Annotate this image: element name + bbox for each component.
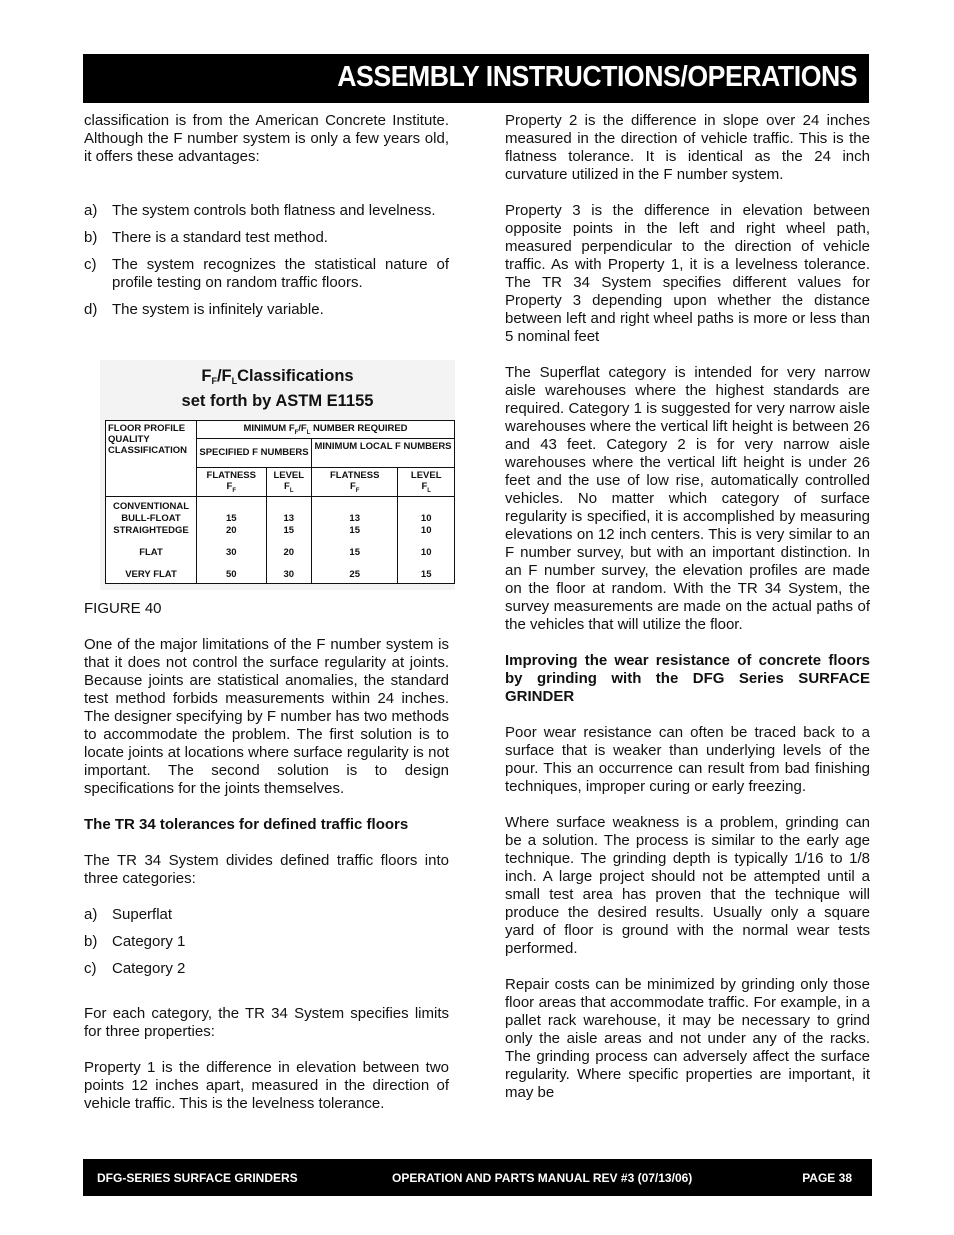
footer-page-number: PAGE 38	[802, 1171, 852, 1185]
table-col-specified-level: 13 15 20 30	[266, 496, 312, 583]
list-text: There is a standard test method.	[112, 229, 328, 246]
wear-heading: Improving the wear resistance of concrete floors by grinding with the DFG Series SURFACE GRINDER	[505, 652, 870, 705]
page-title: ASSEMBLY INSTRUCTIONS/OPERATIONS	[337, 61, 857, 93]
tr34-heading: The TR 34 tolerances for defined traffic floors	[84, 816, 409, 833]
table-header-minimum-local: MINIMUM LOCAL F NUMBERS	[312, 438, 455, 467]
list-label: d)	[84, 301, 98, 318]
list-text: Category 2	[112, 960, 186, 977]
intro-paragraph: classification is from the American Concrete Institute. Although the F number system is only a few years old, it offers these advantages:	[84, 112, 449, 165]
property3-paragraph: Property 3 is the difference in elevation between opposite points in the left and right wheel path, measured perpendicular to the direction of vehicle traffic. As with Property 1, it is a levelness tolerance. The TR 34 System specifies different values for Property 3 depending upon whether the distance between left and right wheel paths is more or less than 5 nominal feet	[505, 202, 870, 345]
property2-paragraph: Property 2 is the difference in slope over 24 inches measured in the direction of vehicle traffic. This is the flatness tolerance. It is identical as the 24 inch curvature utilized in the F number system.	[505, 112, 870, 183]
tr34-intro-paragraph: The TR 34 System divides defined traffic floors into three categories:	[84, 852, 449, 887]
list-text: The system recognizes the statistical nature of profile testing on random traffic floors.	[112, 256, 449, 291]
list-text: The system is infinitely variable.	[112, 301, 324, 318]
table-col-minimum-flatness: 13 15 15 25	[312, 496, 398, 583]
list-item	[84, 301, 449, 319]
figure-title: $F_F/F_LClassifications$ set forth by ASTM E1155	[181, 367, 374, 410]
categories-list	[84, 906, 449, 978]
list-label: a)	[84, 202, 98, 219]
table-header-flatness: FLATNESS $F_F$	[197, 467, 267, 496]
limits-paragraph: For each category, the TR 34 System specifies limits for three properties:	[84, 1005, 449, 1040]
table-header-level: LEVEL $F_L$	[266, 467, 312, 496]
list-text: The system controls both flatness and levelness.	[112, 202, 436, 219]
list-item	[84, 256, 449, 292]
poor-wear-paragraph: Poor wear resistance can often be traced back to a surface that is weaker than underlying levels of the pour. This an occurrence can result from bad finishing techniques, improper curing or early freezing.	[505, 724, 870, 795]
list-item	[84, 229, 449, 247]
list-label: b)	[84, 933, 98, 950]
list-label: c)	[84, 960, 97, 977]
superflat-paragraph: The Superflat category is intended for very narrow aisle warehouses where the highest standards are required. Category 1 is suggested for very narrow aisle warehouses where the vertical lift height is between 26 and 43 feet. Category 2 is for very narrow aisle warehouses where the vertical lift height is under 26 feet and the use of low rise, automatically controlled vehicles. No matter which category of surface regularity is specified, it is accomplished by measuring elevations on 12 inch centers. This is very similar to an F number survey, but with an important distinction. In an F number survey, the elevation profiles are made on the floor at random. With the TR 34 System, the survey measurements are made on the actual paths of the vehicles that will utilize the floor.	[505, 364, 870, 633]
list-item	[84, 202, 449, 220]
weakness-paragraph: Where surface weakness is a problem, grinding can be a solution. The process is similar to the early age technique. The grinding depth is typically 1/16 to 1/8 inch. A large project should not be attempted until a small test area has proven that the technique will produce the desired results. Usually only a square yard of floor is ground with the normal wear tests performed.	[505, 814, 870, 957]
left-column-lower	[84, 636, 449, 1113]
figure-caption: FIGURE 40	[84, 600, 162, 617]
right-column	[505, 112, 870, 1102]
table-row-labels: CONVENTIONAL BULL-FLOAT STRAIGHTEDGE FLAT VERY FLAT	[106, 496, 197, 583]
table-header-flatness: FLATNESS $F_F$	[312, 467, 398, 496]
repair-paragraph: Repair costs can be minimized by grinding only those floor areas that accommodate traffic. For example, in a pallet rack warehouse, it may be necessary to grind only the aisle areas and not under any of the racks. The grinding process can adversely affect the surface regularity. Where specific properties are important, it may be	[505, 976, 870, 1101]
figure-subtitle: set forth by ASTM E1155	[181, 392, 374, 410]
table-header-classification: FLOOR PROFILE QUALITY CLASSIFICATION	[106, 421, 197, 497]
list-item	[84, 933, 449, 951]
table-header-min-required: MINIMUM $F_F/F_L$ NUMBER REQUIRED	[197, 421, 455, 439]
table-col-specified-flatness: 15 20 30 50	[197, 496, 267, 583]
footer-manual: OPERATION AND PARTS MANUAL REV #3 (07/13/06)	[392, 1171, 693, 1185]
list-item	[84, 906, 449, 924]
list-text: Category 1	[112, 933, 186, 950]
list-item	[84, 960, 449, 978]
footer-product: DFG-SERIES SURFACE GRINDERS	[97, 1171, 298, 1185]
property1-paragraph: Property 1 is the difference in elevation between two points 12 inches apart, measured in the direction of vehicle traffic. This is the levelness tolerance.	[84, 1059, 449, 1112]
page-footer	[83, 1159, 872, 1196]
list-label: a)	[84, 906, 98, 923]
table-header-specified: SPECIFIED F NUMBERS	[197, 438, 312, 467]
list-text: Superflat	[112, 906, 173, 923]
left-column	[84, 112, 449, 328]
classification-figure	[100, 360, 455, 590]
classification-table	[105, 420, 455, 584]
page-header	[83, 54, 869, 103]
list-label: b)	[84, 229, 98, 246]
table-col-minimum-level: 10 10 10 15	[398, 496, 455, 583]
limitations-paragraph: One of the major limitations of the F number system is that it does not control the surface regularity at joints. Because joints are statistical anomalies, the standard test method forbids measurements within 24 inches. The designer specifying by F number has two methods to accommodate the problem. The first solution is to locate joints at locations where surface regularity is not important. The second solution is to design specifications for the joints themselves.	[84, 636, 449, 797]
advantages-list	[84, 202, 449, 319]
list-label: c)	[84, 256, 97, 273]
table-header-level: LEVEL $F_L$	[398, 467, 455, 496]
